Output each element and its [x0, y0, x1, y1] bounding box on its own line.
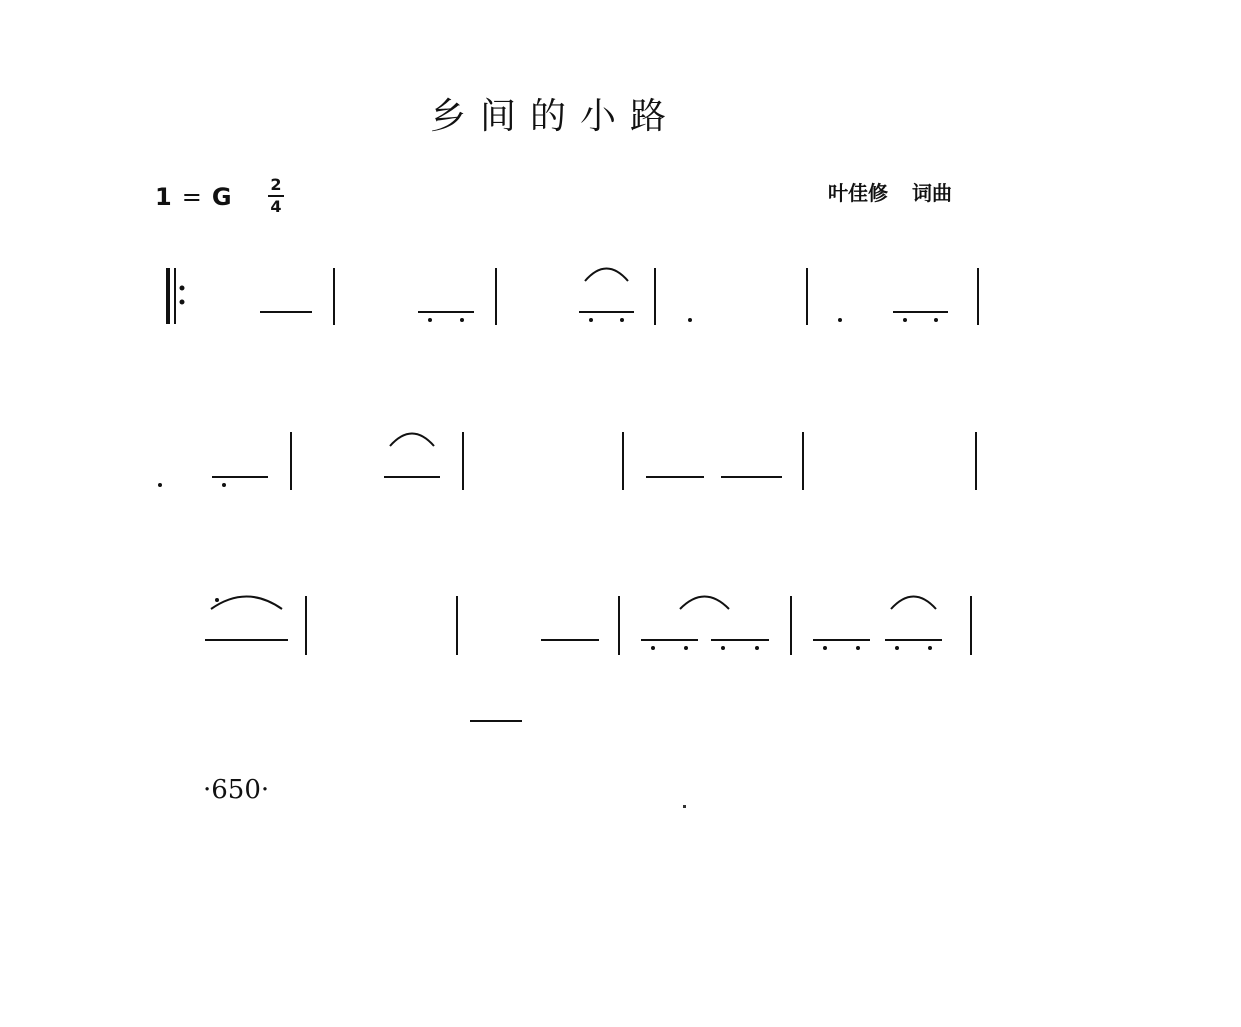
barline — [802, 432, 804, 490]
page-number: ·650· — [203, 775, 270, 805]
barline — [975, 432, 977, 490]
octave-dot-low — [688, 318, 692, 322]
beam-underline — [813, 639, 870, 641]
key-degree: 1 — [155, 183, 172, 211]
print-speck — [683, 805, 686, 808]
octave-dot-low — [620, 318, 624, 322]
beam-underline — [885, 639, 942, 641]
barline — [977, 268, 979, 325]
credit-author: 叶佳修 — [828, 181, 888, 205]
beam-underline — [646, 476, 704, 478]
credit — [828, 177, 952, 206]
octave-dot-low — [903, 318, 907, 322]
barline — [970, 596, 972, 655]
beam-underline — [579, 311, 634, 313]
key-equals: = — [181, 183, 202, 211]
beam-underline — [711, 639, 769, 641]
beam-underline — [641, 639, 698, 641]
beam-underline — [205, 639, 288, 641]
octave-dot-low — [684, 646, 688, 650]
octave-dot-low — [895, 646, 899, 650]
octave-dot-low — [755, 646, 759, 650]
octave-dot-low — [838, 318, 842, 322]
repeat-start-sign — [165, 268, 189, 324]
time-signature-top: 2 — [270, 175, 282, 194]
song-title: 乡间的小路 — [430, 96, 681, 137]
tie-arc — [678, 592, 731, 610]
barline — [456, 596, 458, 655]
barline — [654, 268, 656, 325]
barline — [462, 432, 464, 490]
beam-underline — [260, 311, 312, 313]
time-signature-bottom: 4 — [270, 197, 282, 216]
octave-dot-low — [428, 318, 432, 322]
beam-underline — [721, 476, 782, 478]
tie-arc — [889, 592, 938, 610]
octave-dot-low — [934, 318, 938, 322]
octave-dot-low — [158, 483, 162, 487]
octave-dot-low — [823, 646, 827, 650]
lyric-melisma-underline — [470, 720, 522, 722]
barline — [622, 432, 624, 490]
barline — [305, 596, 307, 655]
octave-dot-low — [856, 646, 860, 650]
barline — [290, 432, 292, 490]
barline — [495, 268, 497, 325]
beam-underline — [893, 311, 948, 313]
key-signature — [155, 183, 232, 211]
beam-underline — [384, 476, 440, 478]
octave-dot-low — [721, 646, 725, 650]
beam-underline — [418, 311, 474, 313]
octave-dot-low — [589, 318, 593, 322]
octave-dot-low — [651, 646, 655, 650]
time-signature — [268, 176, 284, 216]
key-tonic: G — [211, 183, 232, 211]
tie-arc — [388, 429, 436, 447]
barline — [333, 268, 335, 325]
beam-underline — [541, 639, 599, 641]
barline — [806, 268, 808, 325]
tie-arc — [209, 592, 284, 610]
octave-dot-low — [460, 318, 464, 322]
barline — [618, 596, 620, 655]
credit-role: 词曲 — [912, 181, 952, 205]
octave-dot-low — [928, 646, 932, 650]
octave-dot-low — [222, 483, 226, 487]
beam-underline — [212, 476, 268, 478]
barline — [790, 596, 792, 655]
tie-arc — [583, 264, 630, 282]
